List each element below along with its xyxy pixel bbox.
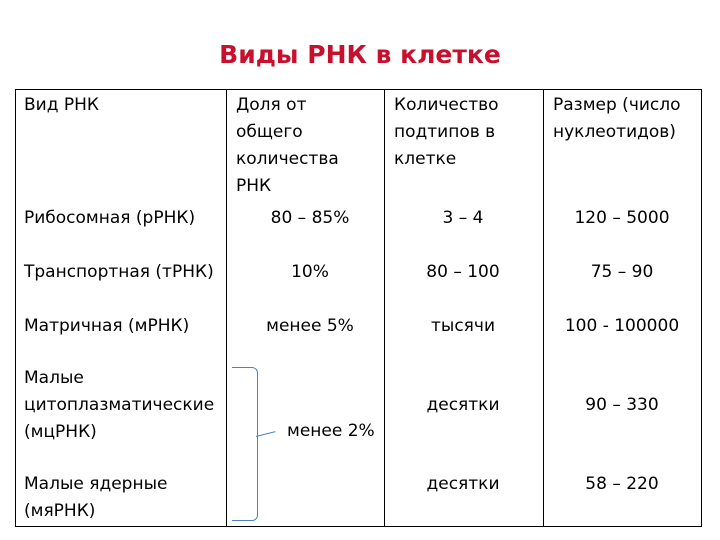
table-row-type: Малые цитоплазматические (мцРНК) [24, 368, 215, 442]
header-rna-type: Вид РНК [24, 95, 99, 115]
column-divider [384, 90, 385, 526]
table-row-subtypes: 80 – 100 [426, 262, 500, 282]
table-row-type: Транспортная (тРНК) [24, 262, 214, 282]
table-row-subtypes: десятки [426, 395, 500, 415]
table-row-size: 58 – 220 [585, 474, 659, 494]
table-row-type: Матричная (мРНК) [24, 316, 190, 336]
column-divider [543, 90, 544, 526]
table-row-size: 75 – 90 [590, 262, 654, 282]
table-row-subtypes: десятки [426, 474, 500, 494]
table-row-share: 80 – 85% [270, 208, 350, 228]
column-divider [226, 90, 227, 526]
table-row-subtypes: тысячи [431, 316, 495, 336]
grouped-share-value: менее 2% [287, 421, 375, 441]
page-title: Виды РНК в клетке [219, 40, 501, 69]
table-row-subtypes: 3 – 4 [442, 208, 484, 228]
header-subtypes: Количество подтипов в клетке [394, 95, 499, 169]
table-row-size: 90 – 330 [585, 395, 659, 415]
table-row-share: менее 5% [266, 316, 354, 336]
table-row-size: 100 - 100000 [564, 316, 680, 336]
table-row-size: 120 – 5000 [574, 208, 670, 228]
table-row-type: Малые ядерные (мяРНК) [24, 474, 168, 521]
grouping-bracket [232, 367, 258, 521]
header-size: Размер (число нуклеотидов) [553, 95, 681, 142]
table-row-share: 10% [291, 262, 329, 282]
header-share: Доля от общего количества РНК [236, 95, 339, 196]
table-row-type: Рибосомная (рРНК) [24, 208, 196, 228]
